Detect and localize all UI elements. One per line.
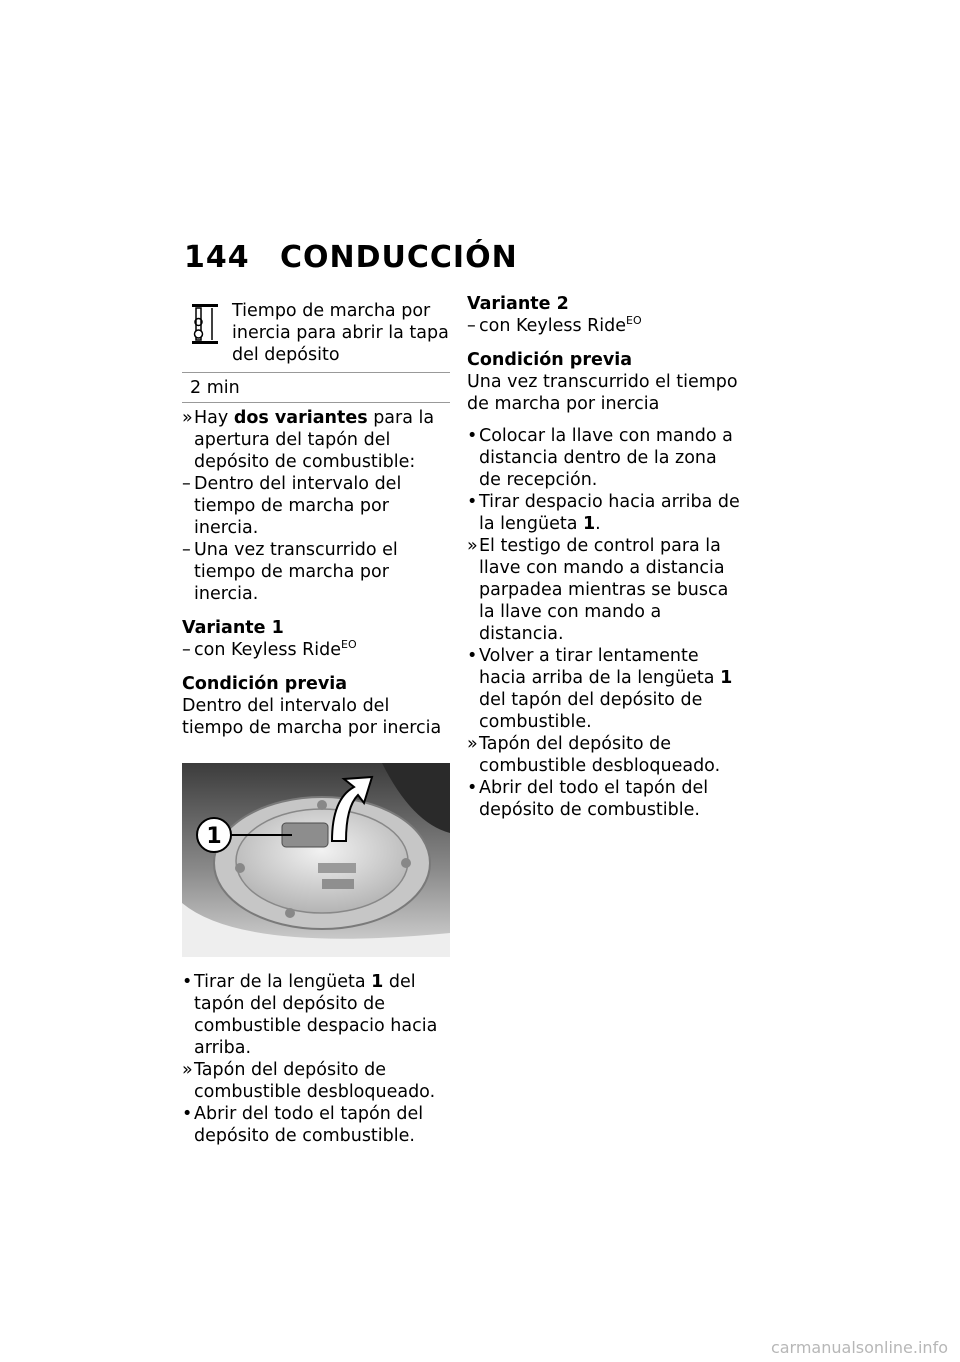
list-item: • Volver a tirar lentamente hacia arriba de la lengüeta 1 del tapón del depósito de combustible. xyxy=(467,646,733,732)
list-item: » Tapón del depósito de combustible desbloqueado. xyxy=(467,734,721,776)
dash-marker: – xyxy=(467,316,476,336)
list-item: • Abrir del todo el tapón del depósito de combustible. xyxy=(467,778,709,820)
spec-row xyxy=(182,297,450,373)
page-number: 144 xyxy=(184,240,250,275)
bold-term: dos variantes xyxy=(233,408,368,428)
result-marker: » xyxy=(467,536,478,556)
right-column xyxy=(467,293,742,821)
list-item: • Tirar de la lengüeta 1 del tapón del depósito de combustible despacio hacia arriba. xyxy=(182,972,438,1058)
dash-marker: – xyxy=(182,540,191,560)
condition-text: Una vez transcurrido el tiempo de marcha por inercia xyxy=(467,372,738,414)
equipment-superscript: EO xyxy=(626,314,642,327)
condition-heading: Condición previa xyxy=(182,674,348,694)
variant-heading: Variante 1 xyxy=(182,618,284,638)
list-item: – con Keyless Ride$^{EO}$ xyxy=(182,638,357,660)
section-title: CONDUCCIÓN xyxy=(280,240,518,275)
list-item: – Dentro del intervalo del tiempo de marcha por inercia. xyxy=(182,474,402,538)
dash-marker: – xyxy=(182,474,191,494)
fuel-cap-figure xyxy=(182,763,450,957)
callout-label: 1 xyxy=(206,824,222,849)
list-item: » Hay dos variantes para la apertura del tapón del depósito de combustible: xyxy=(182,408,435,472)
bullet-marker: • xyxy=(182,1104,193,1124)
list-item: • Tirar despacio hacia arriba de la lengüeta 1. xyxy=(467,492,740,534)
dash-marker: – xyxy=(182,640,191,660)
list-item: – con Keyless Ride$^{EO}$ xyxy=(467,314,642,336)
list-item: • Abrir del todo el tapón del depósito de combustible. xyxy=(182,1104,424,1146)
bullet-marker: • xyxy=(467,646,478,666)
bullet-marker: • xyxy=(467,778,478,798)
equipment-superscript: EO xyxy=(341,638,357,651)
bullet-marker: • xyxy=(467,492,478,512)
list-item: – Una vez transcurrido el tiempo de marcha por inercia. xyxy=(182,540,398,604)
spec-box xyxy=(182,297,450,403)
result-marker: » xyxy=(182,1060,193,1080)
spec-value: 2 min xyxy=(190,378,240,398)
list-item: » El testigo de control para la llave con mando a distancia parpadea mientras se busca la llave con mando a distancia. xyxy=(467,536,729,644)
bullet-marker: • xyxy=(467,426,478,446)
list-item: » Tapón del depósito de combustible desbloqueado. xyxy=(182,1060,436,1102)
result-marker: » xyxy=(467,734,478,754)
condition-heading: Condición previa xyxy=(467,350,633,370)
spec-text: Tiempo de marcha por inercia para abrir la tapa del depósito xyxy=(232,301,449,365)
variant-heading: Variante 2 xyxy=(467,294,569,314)
result-marker: » xyxy=(182,408,193,428)
timer-icon xyxy=(182,300,228,346)
condition-text: Dentro del intervalo del tiempo de marcha por inercia xyxy=(182,696,442,738)
footer-watermark: carmanualsonline.info xyxy=(770,1338,948,1357)
list-item: • Colocar la llave con mando a distancia dentro de la zona de recepción. xyxy=(467,426,733,490)
left-column xyxy=(182,297,450,1147)
bullet-marker: • xyxy=(182,972,193,992)
page-header xyxy=(184,240,518,275)
